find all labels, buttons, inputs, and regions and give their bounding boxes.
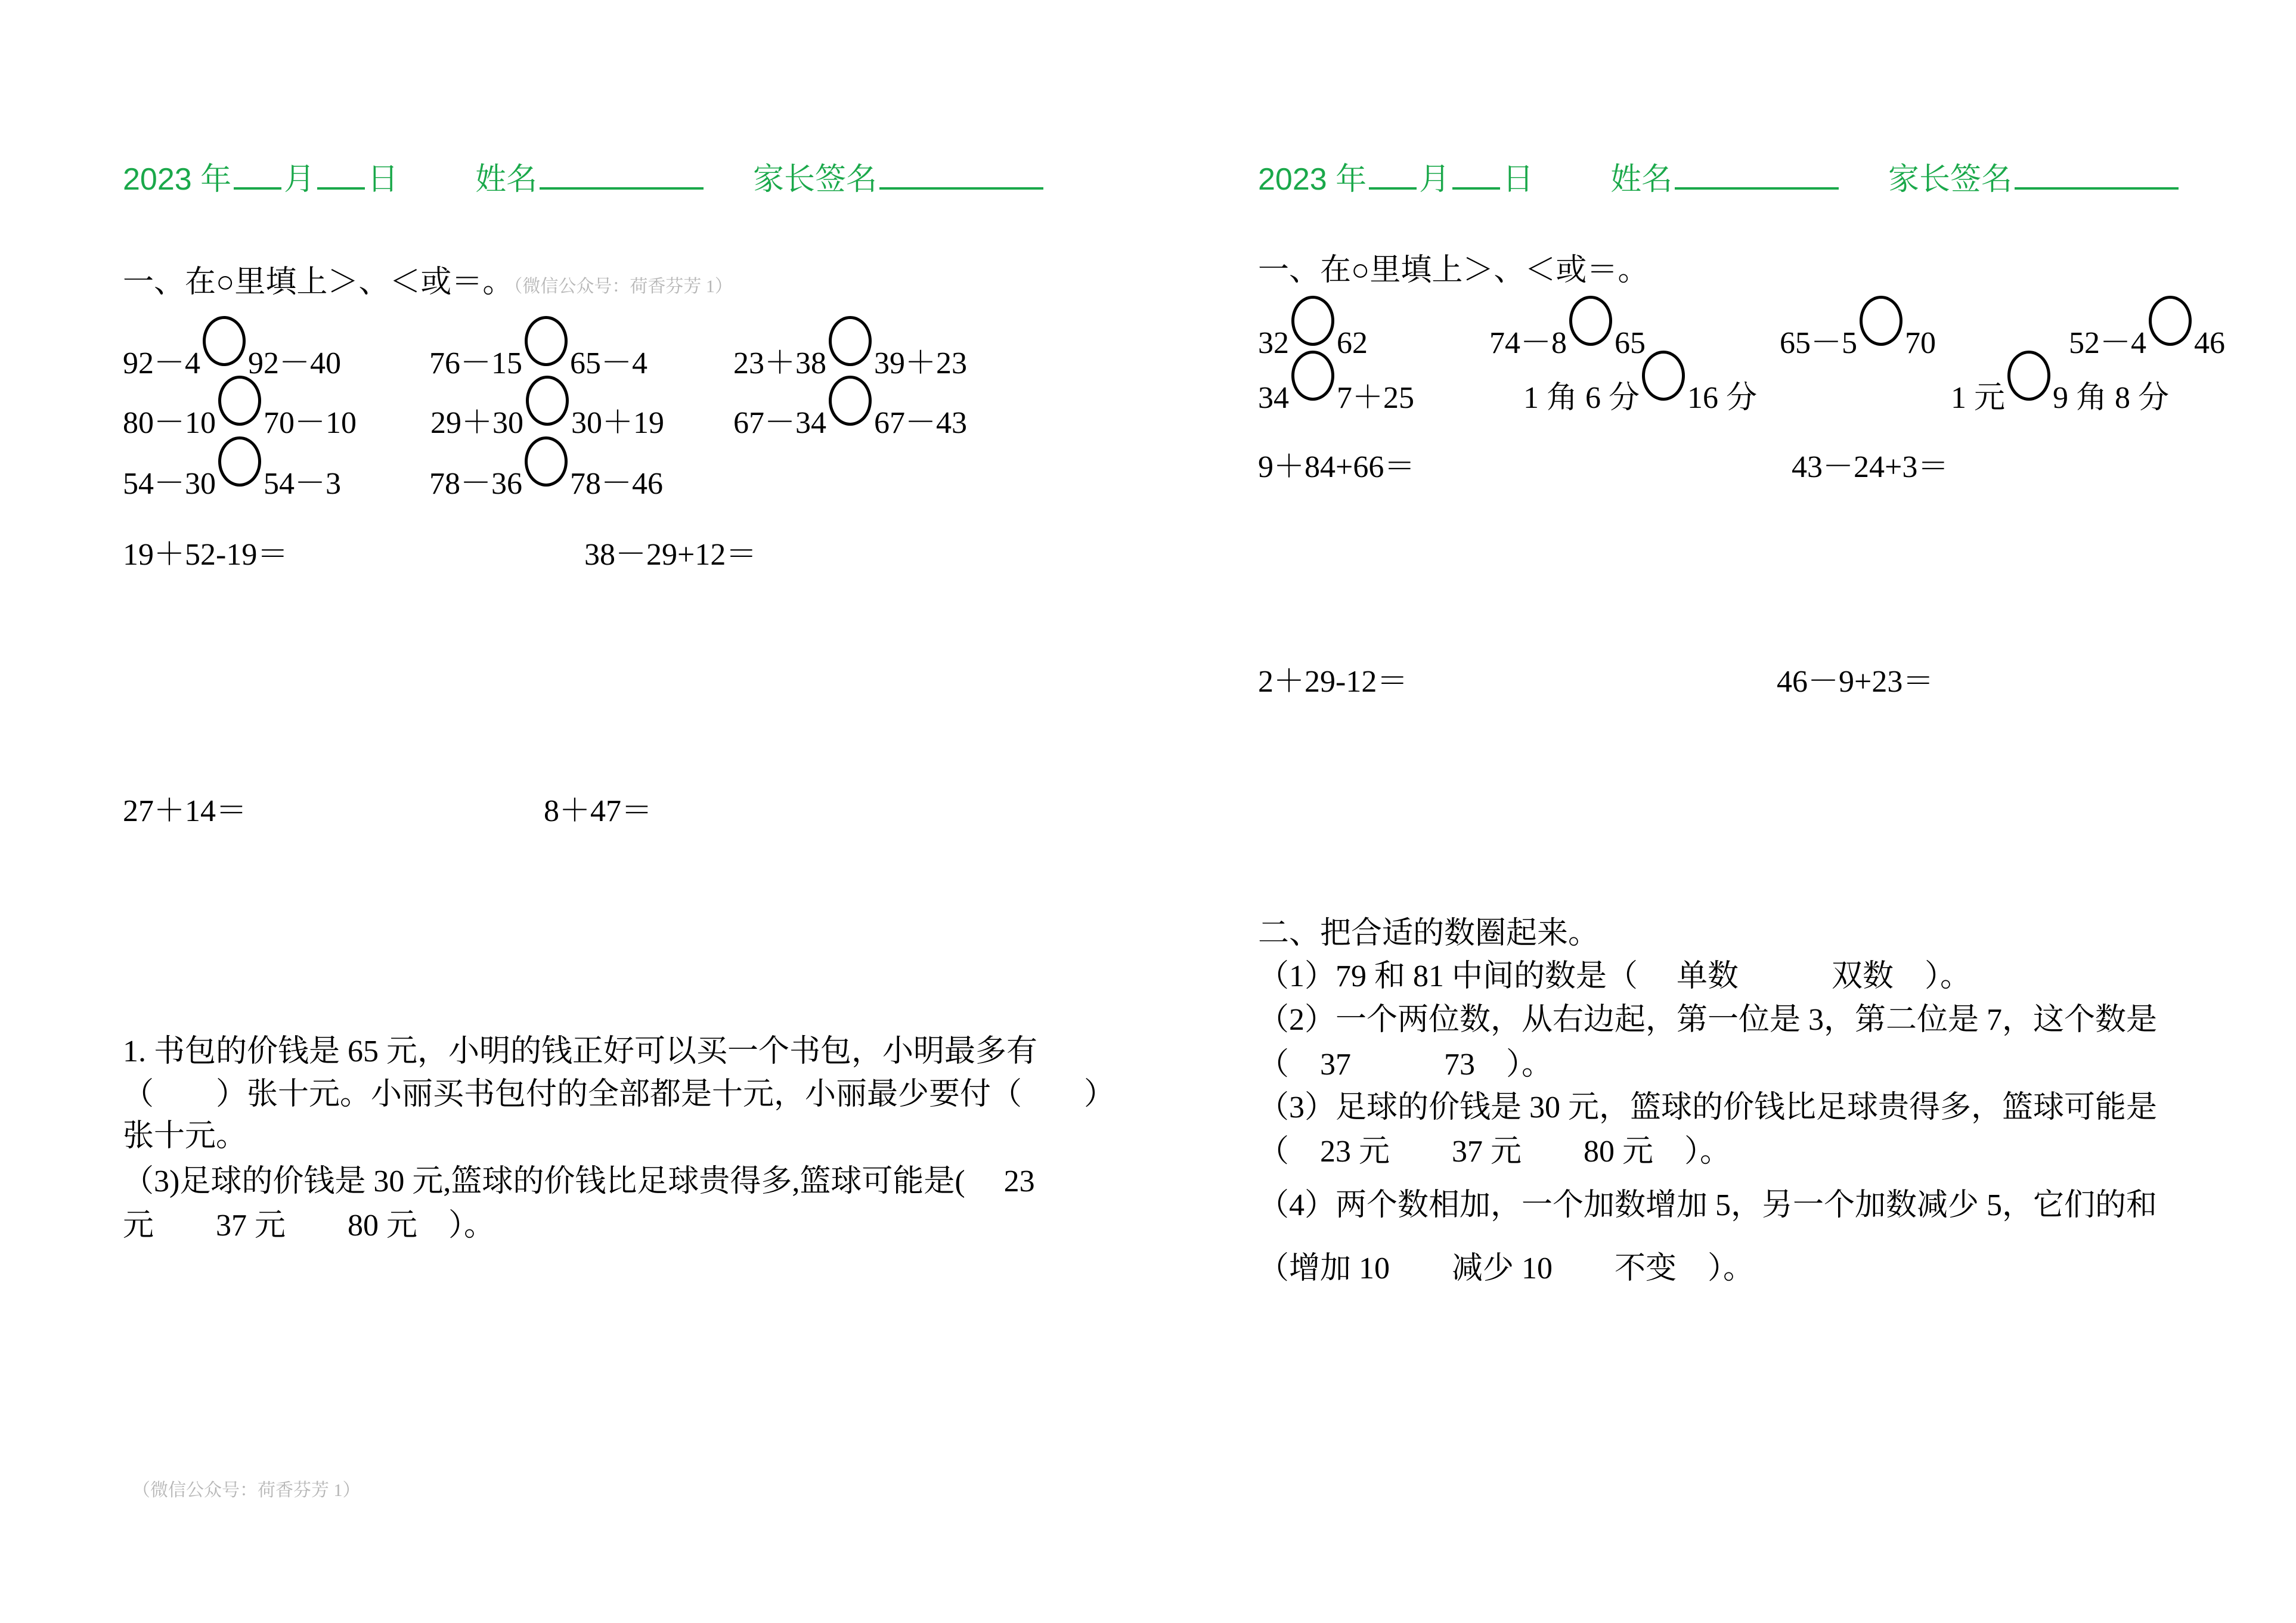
day-label: 日 [1502,162,1534,197]
problem-1-line-3: 张十元。 [123,1119,247,1153]
year-label: 2023 年 [123,162,232,197]
answer-circle[interactable] [218,376,261,426]
compare-item: 74－8 65 [1489,309,1646,359]
equation: 2＋29-12＝ [1258,665,1408,699]
compare-item: 92－4 92－40 [123,329,341,379]
answer-circle[interactable] [526,376,569,426]
question-2-line-2: （ 37 73 ）。 [1258,1048,1553,1082]
month-label: 月 [284,162,315,197]
answer-circle[interactable] [1291,296,1334,346]
answer-circle[interactable] [1642,351,1685,401]
answer-circle[interactable] [829,316,872,366]
right-section2-title: 二、把合适的数圈起来。 [1258,916,1600,950]
answer-circle[interactable] [203,316,246,366]
question-3-line-2: （ 23 元 37 元 80 元 ）。 [1258,1135,1731,1169]
compare-item: 29＋30 30＋19 [430,389,664,439]
answer-circle[interactable] [525,436,568,487]
name-blank[interactable] [1675,161,1839,190]
answer-circle[interactable] [1569,296,1612,346]
footer-watermark: （微信公众号：荷香芬芳 1） [132,1480,361,1500]
problem-1-line-1: 1. 书包的价钱是 65 元，小明的钱正好可以买一个书包，小明最多有 [123,1034,1038,1068]
answer-circle[interactable] [2007,351,2050,401]
left-section1-title: 一、在○里填上＞、＜或＝。（微信公众号：荷香芬芳 1） [123,265,733,299]
problem-3-line-1: （3)足球的价钱是 30 元,篮球的价钱比足球贵得多,篮球可能是( 23 [123,1164,1035,1198]
parent-signature-label: 家长签名 [1888,162,2013,197]
day-label: 日 [367,162,399,197]
name-blank[interactable] [540,161,704,190]
name-label: 姓名 [475,162,538,197]
day-blank[interactable] [317,161,365,190]
problem-1-line-2: （ ）张十元。小丽买书包付的全部都是十元，小丽最少要付（ ） [123,1077,1116,1111]
watermark: （微信公众号：荷香芬芳 1） [513,277,733,296]
answer-circle[interactable] [2149,296,2192,346]
month-blank[interactable] [234,161,281,190]
compare-item: 54－30 54－3 [123,450,341,500]
equation: 8＋47＝ [544,794,653,828]
compare-item: 78－36 78－46 [429,450,663,500]
equation: 43－24+3＝ [1792,450,1949,484]
question-4-line-2: （增加 10 减少 10 不变 ）。 [1258,1252,1755,1286]
answer-circle[interactable] [525,316,568,366]
answer-circle[interactable] [1860,296,1903,346]
compare-item: 1 角 6 分 16 分 [1523,364,1757,414]
parent-signature-label: 家长签名 [753,162,878,197]
equation: 19＋52-19＝ [123,538,289,572]
equation: 27＋14＝ [123,794,247,828]
question-2-line-1: （2）一个两位数，从右边起，第一位是 3，第二位是 7，这个数是 [1258,1003,2158,1037]
question-1: （1）79 和 81 中间的数是（ 单数 双数 ）。 [1258,959,1972,993]
left-header [123,154,1046,199]
day-blank[interactable] [1452,161,1500,190]
month-blank[interactable] [1369,161,1417,190]
parent-signature-blank[interactable] [879,161,1043,190]
compare-item: 1 元 9 角 8 分 [1951,364,2169,414]
compare-item: 65－5 70 [1780,309,1936,359]
answer-circle[interactable] [1291,351,1334,401]
compare-item: 80－10 70－10 [123,389,357,439]
right-section1-title: 一、在○里填上＞、＜或＝。 [1258,253,1649,287]
answer-circle[interactable] [829,376,872,426]
month-label: 月 [1419,162,1451,197]
parent-signature-blank[interactable] [2015,161,2179,190]
compare-item: 23＋38 39＋23 [733,329,967,379]
name-label: 姓名 [1610,162,1673,197]
compare-item: 67－34 67－43 [733,389,967,439]
year-label: 2023 年 [1258,162,1367,197]
compare-item: 34 7＋25 [1258,364,1414,414]
compare-item: 76－15 65－4 [429,329,647,379]
equation: 46－9+23＝ [1777,665,1934,699]
answer-circle[interactable] [218,436,261,487]
problem-3-line-2: 元 37 元 80 元 ）。 [123,1209,495,1243]
equation: 38－29+12＝ [584,538,757,572]
question-3-line-1: （3）足球的价钱是 30 元，篮球的价钱比足球贵得多，篮球可能是 [1258,1091,2158,1125]
compare-item: 52－4 46 [2069,309,2225,359]
right-header [1258,154,2181,199]
compare-item: 32 62 [1258,309,1368,359]
equation: 9＋84+66＝ [1258,450,1415,484]
question-4-line-1: （4）两个数相加，一个加数增加 5，另一个加数减少 5，它们的和 [1258,1188,2158,1222]
